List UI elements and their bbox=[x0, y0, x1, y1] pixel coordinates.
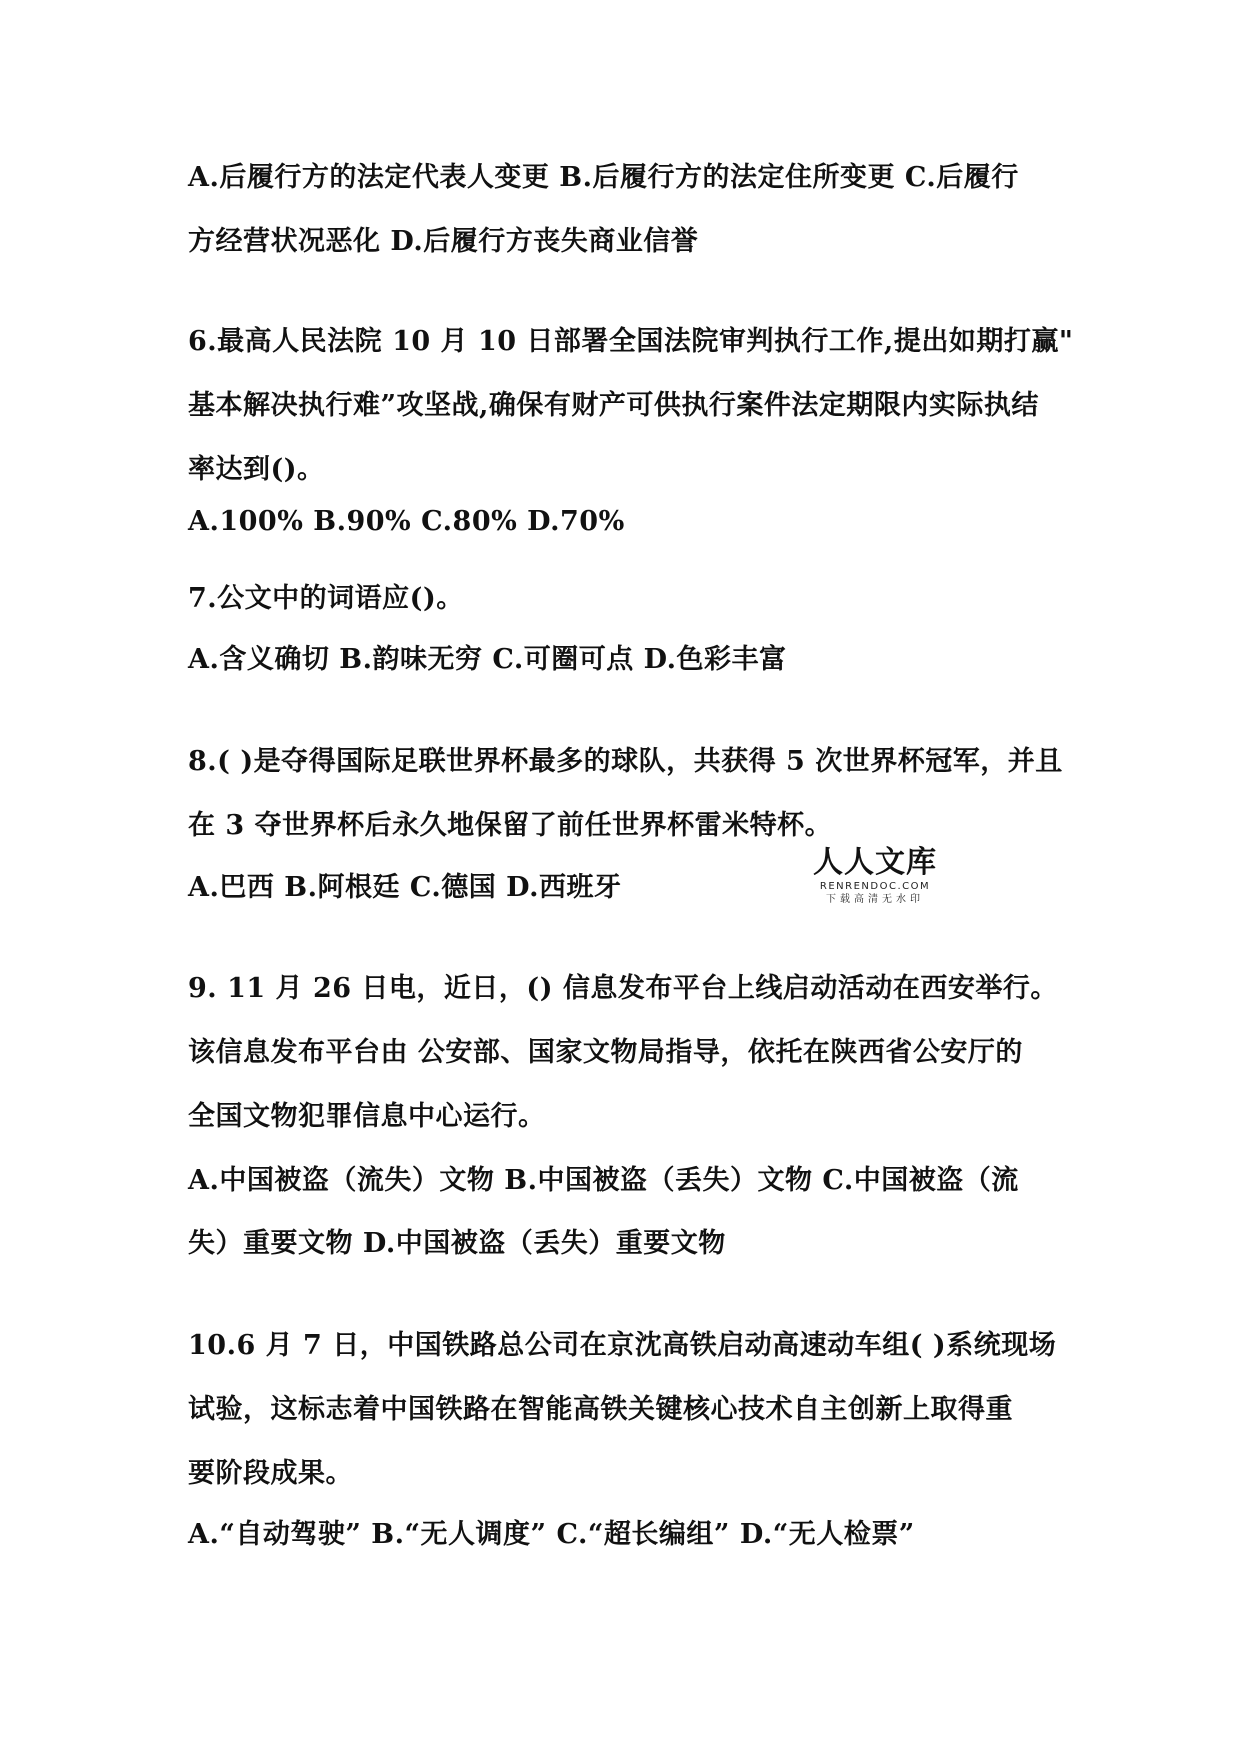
q6-question-line1: 6.最高人民法院 10 月 10 日部署全国法院审判执行工作,提出如期打赢" bbox=[188, 326, 1074, 357]
q5-options-line2: 方经营状况恶化 D.后履行方丧失商业信誉 bbox=[188, 226, 699, 257]
q9-options-line1: A.中国被盗（流失）文物 B.中国被盗（丢失）文物 C.中国被盗（流 bbox=[188, 1165, 1019, 1196]
q10-question-line3: 要阶段成果。 bbox=[188, 1458, 353, 1489]
q9-options-line2: 失）重要文物 D.中国被盗（丢失）重要文物 bbox=[188, 1228, 726, 1259]
q6-question-line2: 基本解决执行难”攻坚战,确保有财产可供执行案件法定期限内实际执结 bbox=[188, 390, 1039, 421]
q9-question-line2: 该信息发布平台由 公安部、国家文物局指导，依托在陕西省公安厅的 bbox=[188, 1037, 1023, 1068]
q9-question-line3: 全国文物犯罪信息中心运行。 bbox=[188, 1101, 546, 1132]
q7-question: 7.公文中的词语应()。 bbox=[188, 583, 464, 614]
watermark-logo bbox=[808, 846, 942, 906]
q6-options: A.100% B.90% C.80% D.70% bbox=[188, 506, 625, 537]
q10-options: A.“自动驾驶” B.“无人调度” C.“超长编组” D.“无人检票” bbox=[188, 1519, 915, 1550]
q5-options-line1: A.后履行方的法定代表人变更 B.后履行方的法定住所变更 C.后履行 bbox=[188, 162, 1019, 193]
q9-question-line1: 9. 11 月 26 日电，近日，() 信息发布平台上线启动活动在西安举行。 bbox=[188, 973, 1058, 1004]
q10-question-line2: 试验，这标志着中国铁路在智能高铁关键核心技术自主创新上取得重 bbox=[188, 1394, 1013, 1425]
q6-question-line3: 率达到()。 bbox=[188, 454, 325, 485]
watermark-subtitle: 下载高清无水印 bbox=[826, 894, 924, 905]
watermark-domain: RENRENDOC.COM bbox=[819, 881, 931, 892]
q8-question-line1: 8.( )是夺得国际足联世界杯最多的球队，共获得 5 次世界杯冠军，并且 bbox=[188, 746, 1063, 777]
q10-question-line1: 10.6 月 7 日，中国铁路总公司在京沈高铁启动高速动车组( )系统现场 bbox=[188, 1330, 1057, 1361]
q7-options: A.含义确切 B.韵味无穷 C.可圈可点 D.色彩丰富 bbox=[188, 644, 787, 675]
q8-question-line2: 在 3 夺世界杯后永久地保留了前任世界杯雷米特杯。 bbox=[188, 810, 833, 841]
watermark-title: 人人文库 bbox=[813, 845, 937, 880]
q8-options: A.巴西 B.阿根廷 C.德国 D.西班牙 bbox=[188, 872, 622, 903]
